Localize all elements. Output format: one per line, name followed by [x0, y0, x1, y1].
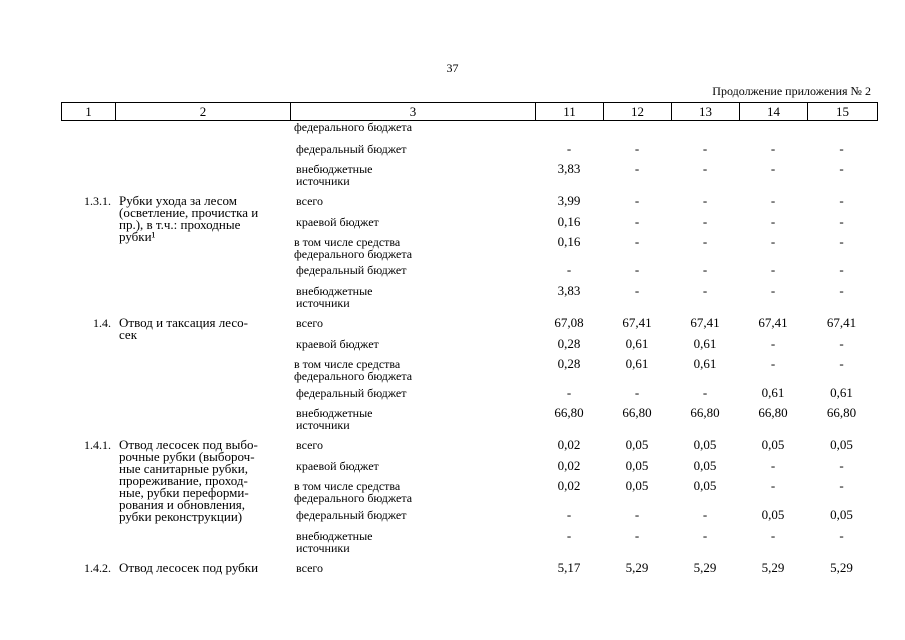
row-value-col-14: -: [770, 161, 776, 176]
row-value-col-15: -: [839, 283, 844, 298]
row-number: [61, 387, 115, 407]
table-row: [61, 358, 876, 387]
table-row: [61, 562, 876, 582]
row-value-col-12: [603, 121, 671, 143]
row-funding-source: краевой бюджет: [296, 459, 379, 473]
row-value-col-13: 67,41: [690, 315, 720, 330]
table-column-header: [61, 102, 878, 121]
row-value-col-14: 0,05: [761, 437, 785, 452]
row-activity-name: [115, 460, 290, 480]
row-value-col-15: -: [839, 141, 844, 156]
row-value-col-11: [535, 121, 603, 143]
table-row: [61, 216, 876, 236]
row-funding-source: краевой бюджет: [296, 337, 379, 351]
row-number: [61, 338, 115, 358]
row-value-col-13: [671, 121, 739, 143]
row-value-col-13: -: [702, 141, 708, 156]
column-header-2: 2: [116, 103, 291, 120]
row-value-col-11: 0,28: [557, 336, 581, 351]
row-funding-source: федеральный бюджет: [296, 263, 407, 277]
row-number: [61, 460, 115, 480]
row-value-col-15: 66,80: [826, 405, 857, 420]
row-funding-source: федерального бюджета: [294, 120, 413, 134]
row-number: [61, 264, 115, 285]
row-value-col-14: -: [770, 356, 776, 371]
row-value-col-15: 5,29: [830, 560, 853, 575]
table-row: [61, 236, 876, 264]
row-value-col-12: 0,05: [625, 458, 649, 473]
row-value-col-15: 0,05: [830, 507, 853, 522]
row-value-col-13: -: [702, 214, 708, 229]
table-row: [61, 143, 876, 163]
row-activity-name: Отвод и таксация лесо- сек: [119, 315, 248, 342]
row-value-col-13: -: [702, 161, 708, 176]
row-value-col-14: 0,05: [761, 507, 785, 522]
table-row: [61, 121, 876, 143]
row-value-col-14: 0,61: [761, 385, 785, 400]
row-funding-source: в том числе средства федерального бюджета: [294, 479, 413, 505]
row-value-col-11: 0,02: [557, 437, 581, 452]
row-value-col-13: 0,61: [693, 336, 717, 351]
row-value-col-12: -: [634, 193, 640, 208]
row-number: [61, 143, 115, 163]
row-value-col-11: -: [566, 528, 572, 543]
row-value-col-11: 3,99: [557, 193, 581, 208]
row-funding-source: всего: [296, 438, 324, 452]
row-value-col-14: -: [770, 336, 776, 351]
row-value-col-13: -: [702, 262, 708, 277]
row-funding-source: внебюджетные источники: [296, 162, 373, 188]
row-value-col-13: -: [702, 234, 708, 249]
row-value-col-15: -: [839, 336, 844, 351]
row-value-col-15: 0,61: [830, 385, 853, 400]
row-value-col-13: -: [702, 193, 708, 208]
row-value-col-12: -: [634, 141, 640, 156]
row-value-col-12: 5,29: [625, 560, 649, 575]
row-funding-source: в том числе средства федерального бюджета: [294, 357, 413, 383]
row-activity-name: Отвод лесосек под выбо- рочные рубки (выбороч- ные санитарные рубки, прореживание, проход- ные, рубки переформи- рования и обновления, рубки реконструкции): [119, 437, 258, 524]
row-activity-name: [115, 509, 290, 530]
row-funding-source: всего: [296, 561, 324, 575]
row-value-col-14: -: [770, 234, 776, 249]
row-funding-source: внебюджетные источники: [296, 284, 373, 310]
row-funding-source: в том числе средства федерального бюджета: [294, 235, 413, 261]
row-value-col-11: 0,28: [557, 356, 581, 371]
table-row: [61, 460, 876, 480]
row-number: 1.4.2.: [84, 561, 111, 575]
row-value-col-14: 66,80: [758, 405, 788, 420]
row-value-col-12: -: [634, 507, 640, 522]
row-activity-name: [115, 407, 290, 439]
row-value-col-15: -: [839, 214, 844, 229]
row-value-col-13: 5,29: [693, 560, 717, 575]
row-funding-source: краевой бюджет: [296, 215, 379, 229]
row-value-col-14: [739, 121, 807, 143]
row-value-col-13: -: [702, 283, 708, 298]
table-row: [61, 338, 876, 358]
row-activity-name: [115, 530, 290, 562]
row-value-col-13: 0,05: [693, 437, 717, 452]
row-funding-source: внебюджетные источники: [296, 406, 373, 432]
column-header-14: 14: [740, 103, 808, 120]
row-value-col-11: -: [566, 141, 572, 156]
row-value-col-13: 0,05: [693, 478, 717, 493]
column-header-1: 1: [62, 103, 116, 120]
row-activity-name: [115, 264, 290, 285]
page-number: 37: [446, 61, 459, 75]
row-value-col-14: 5,29: [761, 560, 785, 575]
table-row: [61, 163, 876, 195]
row-value-col-11: 0,02: [557, 458, 581, 473]
row-value-col-14: -: [770, 478, 776, 493]
row-value-col-15: -: [839, 161, 844, 176]
row-value-col-13: 0,61: [693, 356, 717, 371]
row-number: [61, 236, 115, 264]
row-value-col-12: -: [634, 214, 640, 229]
row-number: [61, 358, 115, 387]
row-value-col-13: -: [702, 385, 708, 400]
row-value-col-12: -: [634, 283, 640, 298]
table-row: [61, 407, 876, 439]
row-funding-source: внебюджетные источники: [296, 529, 373, 555]
column-header-13: 13: [672, 103, 740, 120]
row-value-col-13: -: [702, 528, 708, 543]
row-value-col-14: -: [770, 458, 776, 473]
row-activity-name: [115, 358, 290, 387]
table-row: [61, 285, 876, 317]
row-number: [61, 509, 115, 530]
row-value-col-13: 0,05: [693, 458, 717, 473]
column-header-11: 11: [536, 103, 604, 120]
row-activity-name: Отвод лесосек под рубки: [119, 560, 259, 575]
row-funding-source: федеральный бюджет: [296, 508, 407, 522]
row-value-col-15: -: [839, 356, 844, 371]
row-value-col-12: 67,41: [622, 315, 652, 330]
row-value-col-15: 0,05: [830, 437, 853, 452]
row-value-col-14: -: [770, 283, 776, 298]
row-activity-name: [115, 285, 290, 317]
row-value-col-14: 67,41: [758, 315, 788, 330]
row-value-col-12: -: [634, 161, 640, 176]
row-activity-name: [115, 121, 290, 143]
row-value-col-11: -: [566, 262, 572, 277]
row-activity-name: [115, 163, 290, 195]
row-value-col-13: 66,80: [690, 405, 720, 420]
row-activity-name: [115, 143, 290, 163]
column-header-3: 3: [291, 103, 536, 120]
row-number: [61, 407, 115, 439]
table-row: [61, 509, 876, 530]
row-number: [61, 530, 115, 562]
row-funding-source: федеральный бюджет: [296, 142, 407, 156]
row-funding-source: всего: [296, 194, 324, 208]
row-activity-name: [115, 338, 290, 358]
row-number: [61, 480, 115, 509]
row-value-col-11: 0,16: [557, 214, 581, 229]
row-value-col-12: -: [634, 262, 640, 277]
row-value-col-11: -: [566, 385, 572, 400]
column-header-15: 15: [836, 104, 849, 119]
row-activity-name: Рубки ухода за лесом (осветление, прочистка и пр.), в т.ч.: проходные рубки¹: [119, 193, 259, 244]
row-value-col-11: 66,80: [554, 405, 584, 420]
row-activity-name: [115, 216, 290, 236]
row-value-col-12: -: [634, 385, 640, 400]
table-row: [61, 387, 876, 407]
row-value-col-15: -: [839, 234, 844, 249]
row-funding-source: всего: [296, 316, 324, 330]
table-row: [61, 264, 876, 285]
row-value-col-14: -: [770, 193, 776, 208]
row-value-col-11: 0,02: [557, 478, 581, 493]
column-header-12: 12: [604, 103, 672, 120]
row-value-col-12: 0,05: [625, 437, 649, 452]
row-value-col-15: -: [839, 458, 844, 473]
row-value-col-12: 0,61: [625, 336, 649, 351]
row-value-col-12: -: [634, 234, 640, 249]
row-number: [61, 216, 115, 236]
row-value-col-11: 67,08: [554, 315, 584, 330]
row-value-col-11: 5,17: [557, 560, 581, 575]
row-number: 1.4.: [93, 316, 111, 330]
row-value-col-11: -: [566, 507, 572, 522]
row-value-col-15: 67,41: [826, 315, 857, 330]
row-number: 1.4.1.: [84, 438, 111, 452]
row-value-col-15: -: [839, 478, 844, 493]
row-number: 1.3.1.: [84, 194, 111, 208]
table-row: [61, 315, 876, 342]
row-value-col-12: 66,80: [622, 405, 652, 420]
row-value-col-15: [807, 121, 876, 143]
row-activity-name: [115, 236, 290, 264]
row-value-col-14: -: [770, 214, 776, 229]
continuation-label: Продолжение приложения № 2: [712, 84, 871, 98]
row-activity-name: [115, 480, 290, 509]
row-number: [61, 163, 115, 195]
row-funding-source: федеральный бюджет: [296, 386, 407, 400]
row-value-col-15: -: [839, 193, 844, 208]
row-value-col-12: 0,61: [625, 356, 649, 371]
row-activity-name: [115, 387, 290, 407]
row-value-col-15: -: [839, 262, 844, 277]
row-value-col-13: -: [702, 507, 708, 522]
row-number: [61, 121, 115, 143]
row-value-col-11: 0,16: [557, 234, 581, 249]
row-value-col-11: 3,83: [557, 161, 581, 176]
table-row: [61, 480, 876, 509]
row-value-col-14: -: [770, 141, 776, 156]
table-row: [61, 530, 876, 562]
row-value-col-14: -: [770, 528, 776, 543]
row-value-col-15: -: [839, 528, 844, 543]
row-number: [61, 285, 115, 317]
row-value-col-14: -: [770, 262, 776, 277]
row-value-col-11: 3,83: [557, 283, 581, 298]
row-value-col-12: 0,05: [625, 478, 649, 493]
row-value-col-12: -: [634, 528, 640, 543]
